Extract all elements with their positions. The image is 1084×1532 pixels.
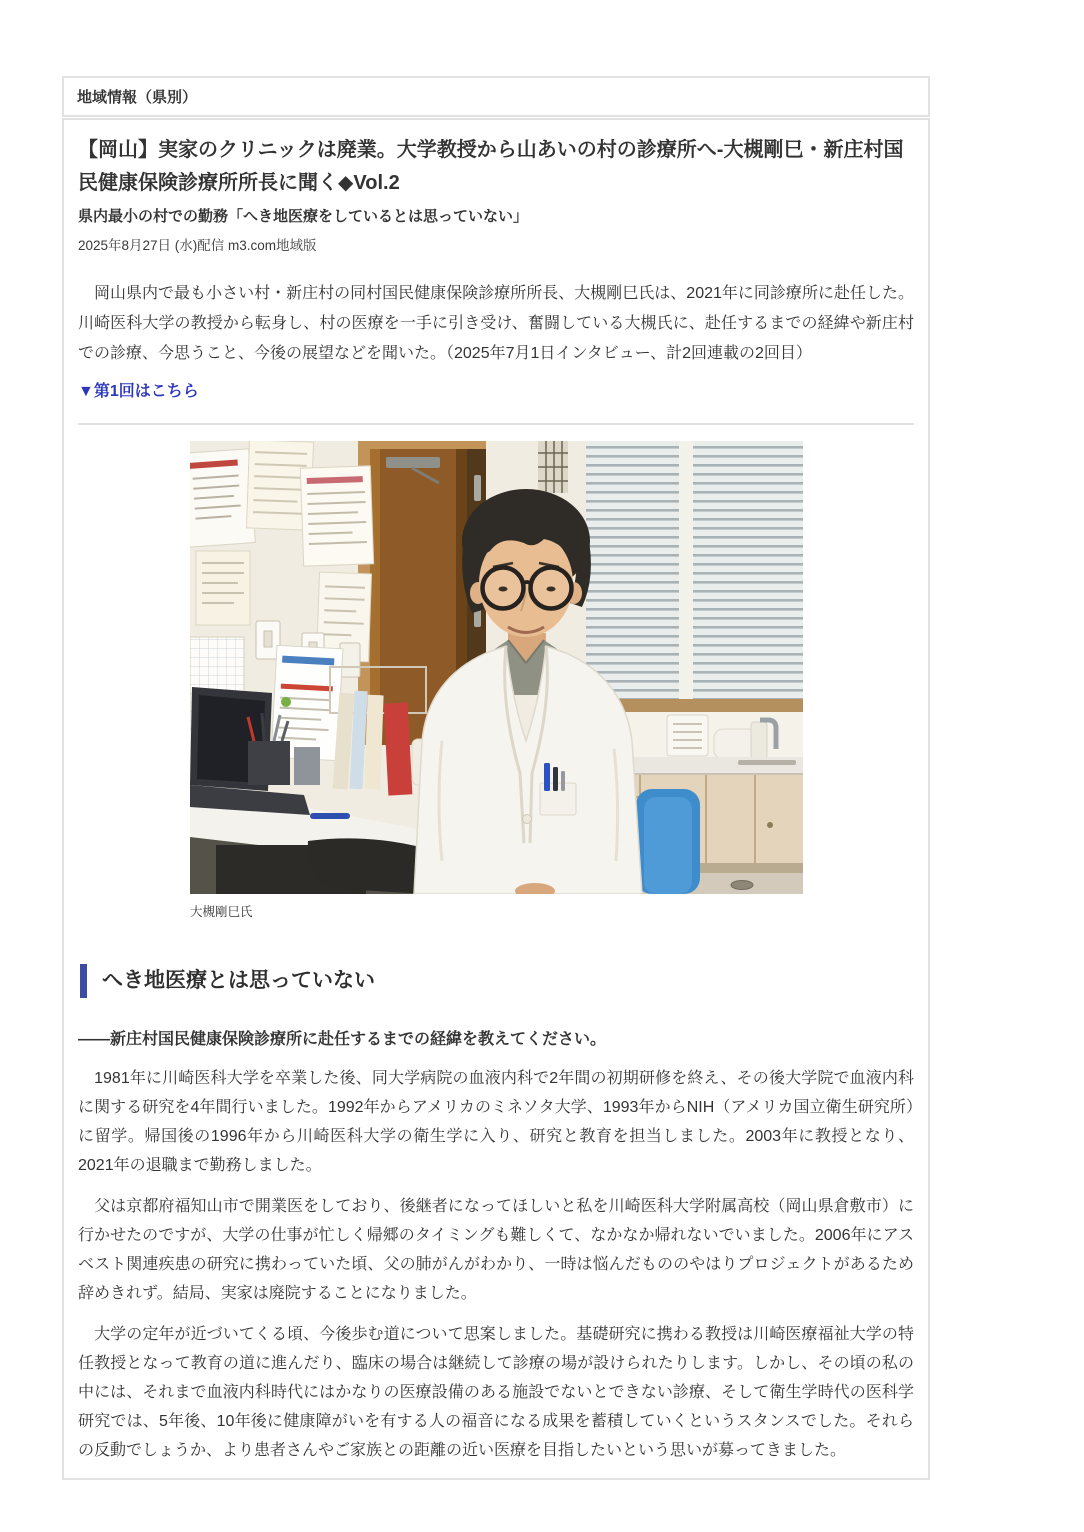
- window-blinds: [586, 441, 803, 712]
- section-heading: へき地医療とは思っていない: [80, 964, 914, 998]
- article-date-line: 2025年8月27日 (水)配信 m3.com地域版: [78, 238, 317, 253]
- article-lead: 岡山県内で最も小さい村・新庄村の同村国民健康保険診療所所長、大槻剛巳氏は、2021年に同診療所に赴任した。川崎医科大学の教授から転身し、村の医療を一手に引き受け、奮闘している大槻氏に、赴任するまでの経緯や新庄村での診療、今思うこと、今後の展望などを聞いた。（2025年7月1日インタビュー、計2回連載の2回目）: [78, 285, 914, 362]
- category-header: [62, 76, 930, 117]
- previous-installment-link[interactable]: ▼第1回はこちら: [78, 383, 199, 400]
- article-paragraph: 1981年に川崎医科大学を卒業した後、同大学病院の血液内科で2年間の初期研修を終え、その後大学院で血液内科に関する研究を4年間行いました。1992年からアメリカのミネソタ大学、1993年からNIH（アメリカ国立衛生研究所）に留学。帰国後の1996年から川崎医科大学の衛生学に入り、研究と教育を担当しました。2003年に教授となり、2021年の退職まで勤務しました。: [78, 1070, 914, 1174]
- photo-caption: 大槻剛巳氏: [190, 905, 253, 919]
- clinic-photo-illustration: [190, 441, 803, 894]
- article-container: [62, 118, 930, 1480]
- blue-chair: [636, 789, 700, 894]
- divider-rule: [78, 423, 914, 425]
- article-photo: [190, 441, 803, 920]
- category-label: 地域情報（県別）: [77, 89, 198, 106]
- article-paragraph: 大学の定年が近づいてくる頃、今後歩む道について思案しました。基礎研究に携わる教授は川崎医療福祉大学の特任教授となって教育の道に進んだり、臨床の場合は継続して診療の場が設けられたりします。しかし、その頃の私の中には、それまで血液内科時代にはかなりの医療設備のある施設でないとできない診療、そして衛生学時代の医科学研究では、5年後、10年後に健康障がいを有する人の福音になる成果を蓄積していくというスタンスでした。それらの反動でしょうか、より患者さんやご家族との距離の近い医療を目指したいという思いが募ってきました。: [78, 1326, 914, 1459]
- interview-question: ――新庄村国民健康保険診療所に赴任するまでの経緯を教えてください。: [78, 1031, 607, 1048]
- article-paragraph: 父は京都府福知山市で開業医をしており、後継者になってほしいと私を川崎医科大学附属高校（岡山県倉敷市）に行かせたのですが、大学の仕事が忙しく帰郷のタイミングも難しくて、なかなか帰れないでいました。2006年にアスベスト関連疾患の研究に携わっていた頃、父の肺がんがわかり、一時は悩んだもののやはりプロジェクトがあるため辞めきれず。結局、実家は廃院することになりました。: [78, 1198, 914, 1302]
- article-subtitle: 県内最小の村での勤務「へき地医療をしているとは思っていない」: [78, 208, 529, 225]
- article-title: 【岡山】実家のクリニックは廃業。大学教授から山あいの村の診療所へ-大槻剛巳・新庄村国民健康保険診療所所長に聞く◆Vol.2: [78, 139, 904, 194]
- transom-window: [538, 441, 568, 493]
- fan-heater: [667, 715, 708, 756]
